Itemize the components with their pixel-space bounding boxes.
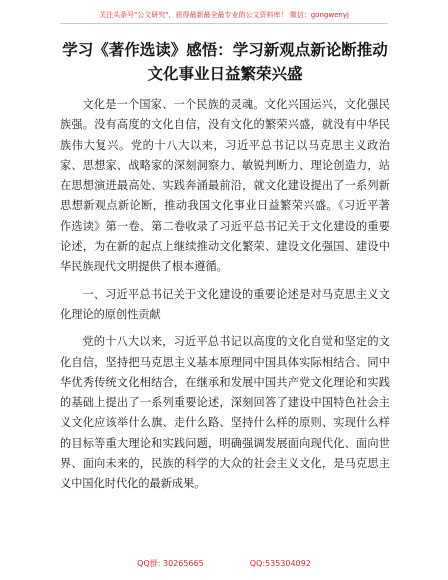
document-body (60, 95, 390, 502)
body-paragraph: 党的十八大以来，习近平总书记以高度的文化自觉和坚定的文化自信，坚持把马克思主义基本原理同中国具体实际相结合、同中华优秀传统文化相结合，在继承和发展中国共产党文化理论和实践的基础上提出了一系列重要论述，深刻回答了建设中国特色社会主义文化应该举什么旗、走什么路、坚持什么样的原则、实现什么样的目标等重大理论和实践问题，明确强调发展面向现代化、面向世界、面向未来的，民族的科学的大众的社会主义文化，是马克思主义中国化时代化的最新成果。 (60, 335, 390, 491)
document-title: 学习《著作选读》感悟：学习新观点新论断推动文化事业日益繁荣兴盛 (62, 41, 388, 83)
header-banner: 关注头条号"公文研究"，获得最新最全最专业的公文资料库！ 微信：gongwenyj (99, 11, 349, 19)
header-divider (60, 23, 388, 24)
footer-contact (0, 558, 448, 569)
section-heading: 一、习近平总书记关于文化建设的重要论述是对马克思主义文化理论的原创性贡献 (60, 287, 390, 321)
footer-qq-group: QQ群: 30265665 (137, 559, 204, 568)
footer-qq: QQ:535304092 (249, 559, 311, 568)
body-paragraph: 文化是一个国家、一个民族的灵魂。文化兴国运兴，文化强民族强。没有高度的文化自信，没有文化的繁荣兴盛，就没有中华民族伟大复兴。党的十八大以来，习近平总书记以马克思主义政治家、思想家、战略家的深刻洞察力、敏锐判断力、理论创造力，站在思想演进最高处、实践奔涌最前沿，就文化建设提出了一系列新思想新观点新论断，推动我国文化事业日益繁荣兴盛。《习近平著作选读》第一卷、第二卷收录了习近平总书记关于文化建设的重要论述，为在新的起点上继续推动文化繁荣、建设文化强国、建设中华民族现代文明提供了根本遵循。 (60, 98, 390, 274)
